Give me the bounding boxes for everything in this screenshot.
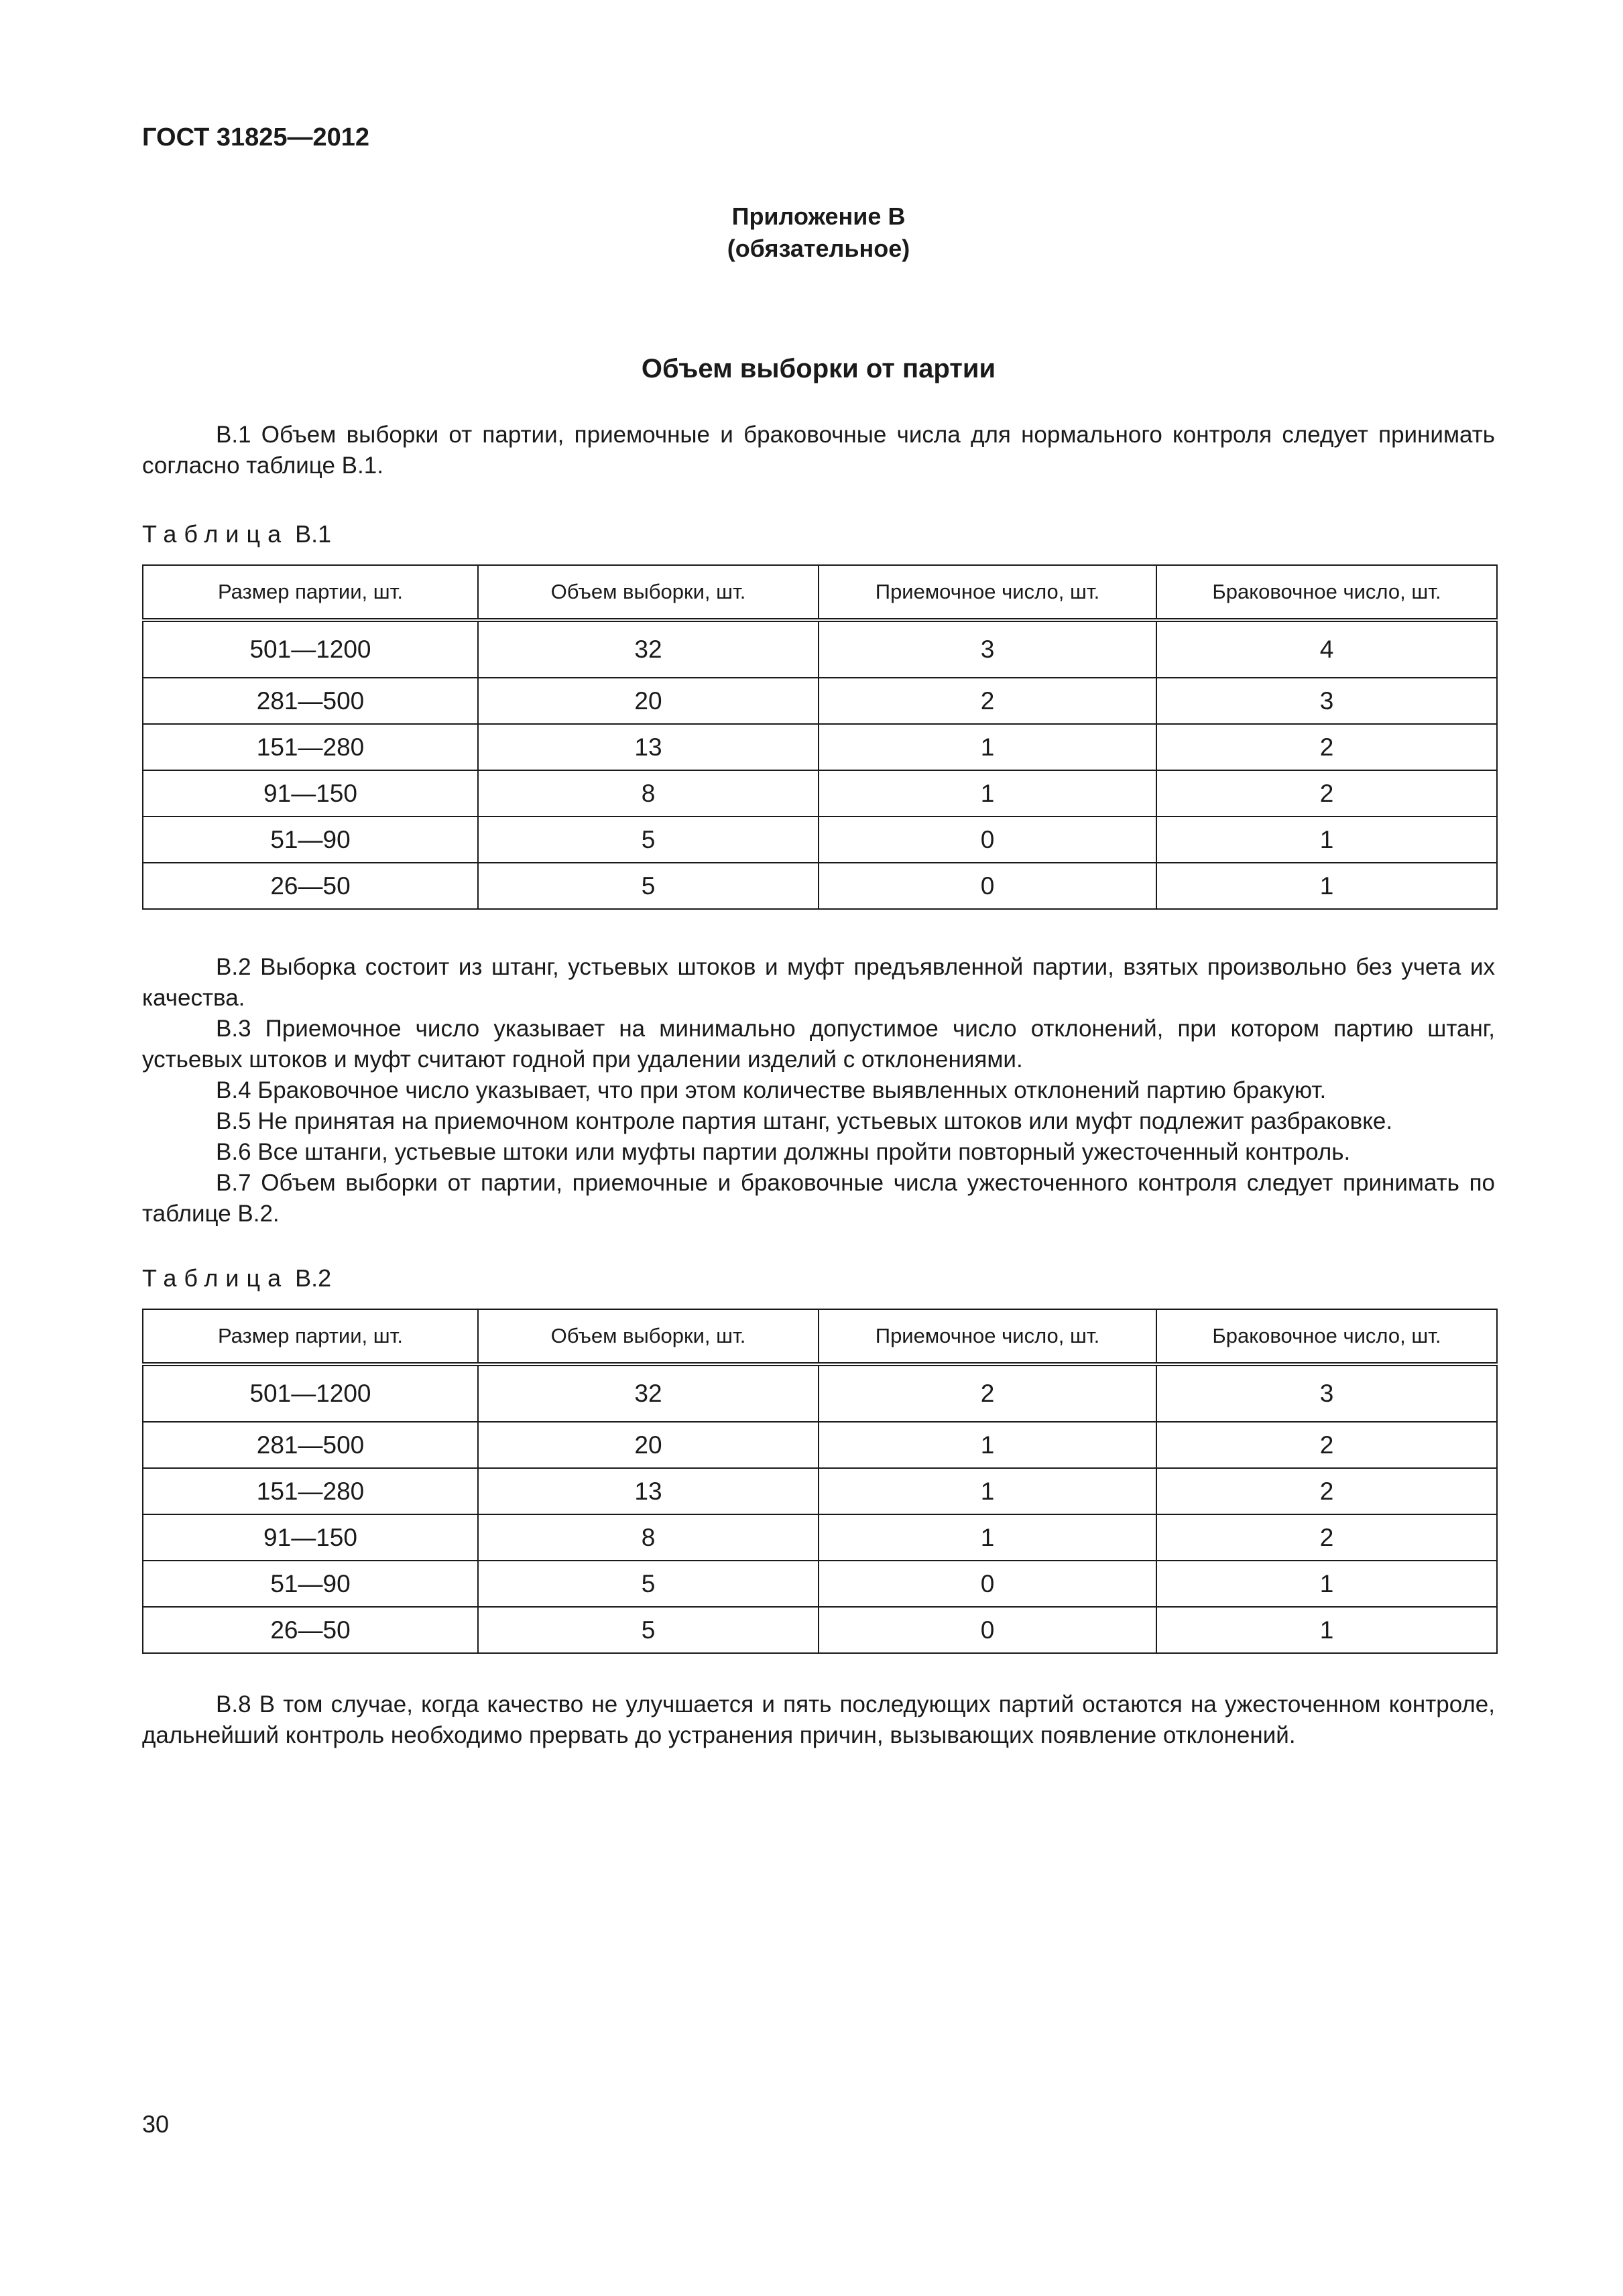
table-cell: 20 xyxy=(478,1422,819,1468)
table-cell: 1 xyxy=(819,1514,1156,1561)
table-cell: 3 xyxy=(1156,678,1497,724)
paragraph-b8: В.8 В том случае, когда качество не улучшается и пять последующих партий остаются на ужесточенном контроле, дальнейший контроль необходимо прервать до устранения причин, вызывающих появление отклонений. xyxy=(142,1691,1495,1748)
annex-title: Приложение В xyxy=(731,202,906,230)
table-row xyxy=(143,1607,1497,1653)
table-cell: 91—150 xyxy=(143,1514,478,1561)
table-cell: 26—50 xyxy=(143,1607,478,1653)
table-cell: 151—280 xyxy=(143,1468,478,1514)
table-row xyxy=(143,1468,1497,1514)
column-header: Объем выборки, шт. xyxy=(478,565,819,620)
table-cell: 5 xyxy=(478,863,819,909)
table-cell: 1 xyxy=(1156,1607,1497,1653)
table-row xyxy=(143,1561,1497,1607)
table-cell: 5 xyxy=(478,1561,819,1607)
table-cell: 13 xyxy=(478,1468,819,1514)
table2-label-word: Таблица xyxy=(142,1264,289,1292)
column-header: Приемочное число, шт. xyxy=(819,565,1156,620)
table-cell: 0 xyxy=(819,817,1156,863)
section-heading: Объем выборки от партии xyxy=(641,354,996,383)
table-cell: 51—90 xyxy=(143,817,478,863)
paragraph-b6: В.6 Все штанги, устьевые штоки или муфты партии должны пройти повторный ужесточенный контроль. xyxy=(216,1139,1351,1165)
standard-designation: ГОСТ 31825—2012 xyxy=(142,123,370,152)
paragraph-b5: В.5 Не принятая на приемочном контроле партия штанг, устьевых штоков или муфт подлежит разбраковке. xyxy=(216,1108,1393,1134)
table-cell: 1 xyxy=(1156,1561,1497,1607)
table-cell: 91—150 xyxy=(143,770,478,817)
table-cell: 281—500 xyxy=(143,1422,478,1468)
table-cell: 1 xyxy=(819,770,1156,817)
table-cell: 3 xyxy=(819,620,1156,678)
table-cell: 1 xyxy=(1156,863,1497,909)
table-cell: 8 xyxy=(478,1514,819,1561)
table1-label-number: В.1 xyxy=(295,520,332,548)
table-cell: 1 xyxy=(819,724,1156,770)
table-row xyxy=(143,1364,1497,1422)
column-header: Размер партии, шт. xyxy=(143,1309,478,1364)
table-cell: 2 xyxy=(1156,1514,1497,1561)
table-cell: 2 xyxy=(819,1364,1156,1422)
table-header-row xyxy=(143,565,1497,620)
table-row xyxy=(143,817,1497,863)
table-row xyxy=(143,1422,1497,1468)
table-cell: 1 xyxy=(819,1468,1156,1514)
table-cell: 5 xyxy=(478,1607,819,1653)
table-row xyxy=(143,724,1497,770)
table-cell: 26—50 xyxy=(143,863,478,909)
table-cell: 32 xyxy=(478,1364,819,1422)
table-cell: 281—500 xyxy=(143,678,478,724)
page-number: 30 xyxy=(142,2110,170,2138)
table-row xyxy=(143,678,1497,724)
table2-label-number: В.2 xyxy=(295,1264,332,1292)
table-cell: 1 xyxy=(1156,817,1497,863)
paragraph-b1: В.1 Объем выборки от партии, приемочные и браковочные числа для нормального контроля следует принимать согласно таблице В.1. xyxy=(142,422,1495,479)
table1-label-word: Таблица xyxy=(142,520,289,548)
table-cell: 501—1200 xyxy=(143,1364,478,1422)
paragraph-b3: В.3 Приемочное число указывает на минимально допустимое число отклонений, при котором партию штанг, устьевых штоков и муфт считают годной при удалении изделий с отклонениями. xyxy=(142,1016,1495,1073)
table-row xyxy=(143,770,1497,817)
table-b2 xyxy=(142,1309,1498,1654)
table-cell: 0 xyxy=(819,863,1156,909)
table-cell: 2 xyxy=(1156,724,1497,770)
table-cell: 8 xyxy=(478,770,819,817)
table-cell: 20 xyxy=(478,678,819,724)
table-cell: 0 xyxy=(819,1561,1156,1607)
table-cell: 5 xyxy=(478,817,819,863)
paragraph-b2: В.2 Выборка состоит из штанг, устьевых штоков и муфт предъявленной партии, взятых произвольно без учета их качества. xyxy=(142,954,1495,1011)
table-b1 xyxy=(142,564,1498,910)
column-header: Браковочное число, шт. xyxy=(1156,1309,1497,1364)
table-cell: 32 xyxy=(478,620,819,678)
table-cell: 1 xyxy=(819,1422,1156,1468)
table1-label xyxy=(142,520,331,548)
column-header: Браковочное число, шт. xyxy=(1156,565,1497,620)
table-row xyxy=(143,620,1497,678)
table-cell: 2 xyxy=(1156,770,1497,817)
table-cell: 3 xyxy=(1156,1364,1497,1422)
table-row xyxy=(143,1514,1497,1561)
table-cell: 2 xyxy=(1156,1468,1497,1514)
table-cell: 0 xyxy=(819,1607,1156,1653)
table2-label xyxy=(142,1264,331,1292)
table-cell: 2 xyxy=(819,678,1156,724)
table-cell: 501—1200 xyxy=(143,620,478,678)
column-header: Размер партии, шт. xyxy=(143,565,478,620)
paragraph-b4: В.4 Браковочное число указывает, что при этом количестве выявленных отклонений партию бракуют. xyxy=(216,1077,1327,1103)
table-cell: 51—90 xyxy=(143,1561,478,1607)
table-cell: 4 xyxy=(1156,620,1497,678)
column-header: Объем выборки, шт. xyxy=(478,1309,819,1364)
column-header: Приемочное число, шт. xyxy=(819,1309,1156,1364)
annex-type: (обязательное) xyxy=(727,235,910,262)
table-header-row xyxy=(143,1309,1497,1364)
table-cell: 2 xyxy=(1156,1422,1497,1468)
table-cell: 151—280 xyxy=(143,724,478,770)
table-row xyxy=(143,863,1497,909)
paragraph-b7: В.7 Объем выборки от партии, приемочные и браковочные числа ужесточенного контроля следует принимать по таблице В.2. xyxy=(142,1170,1495,1227)
table-cell: 13 xyxy=(478,724,819,770)
